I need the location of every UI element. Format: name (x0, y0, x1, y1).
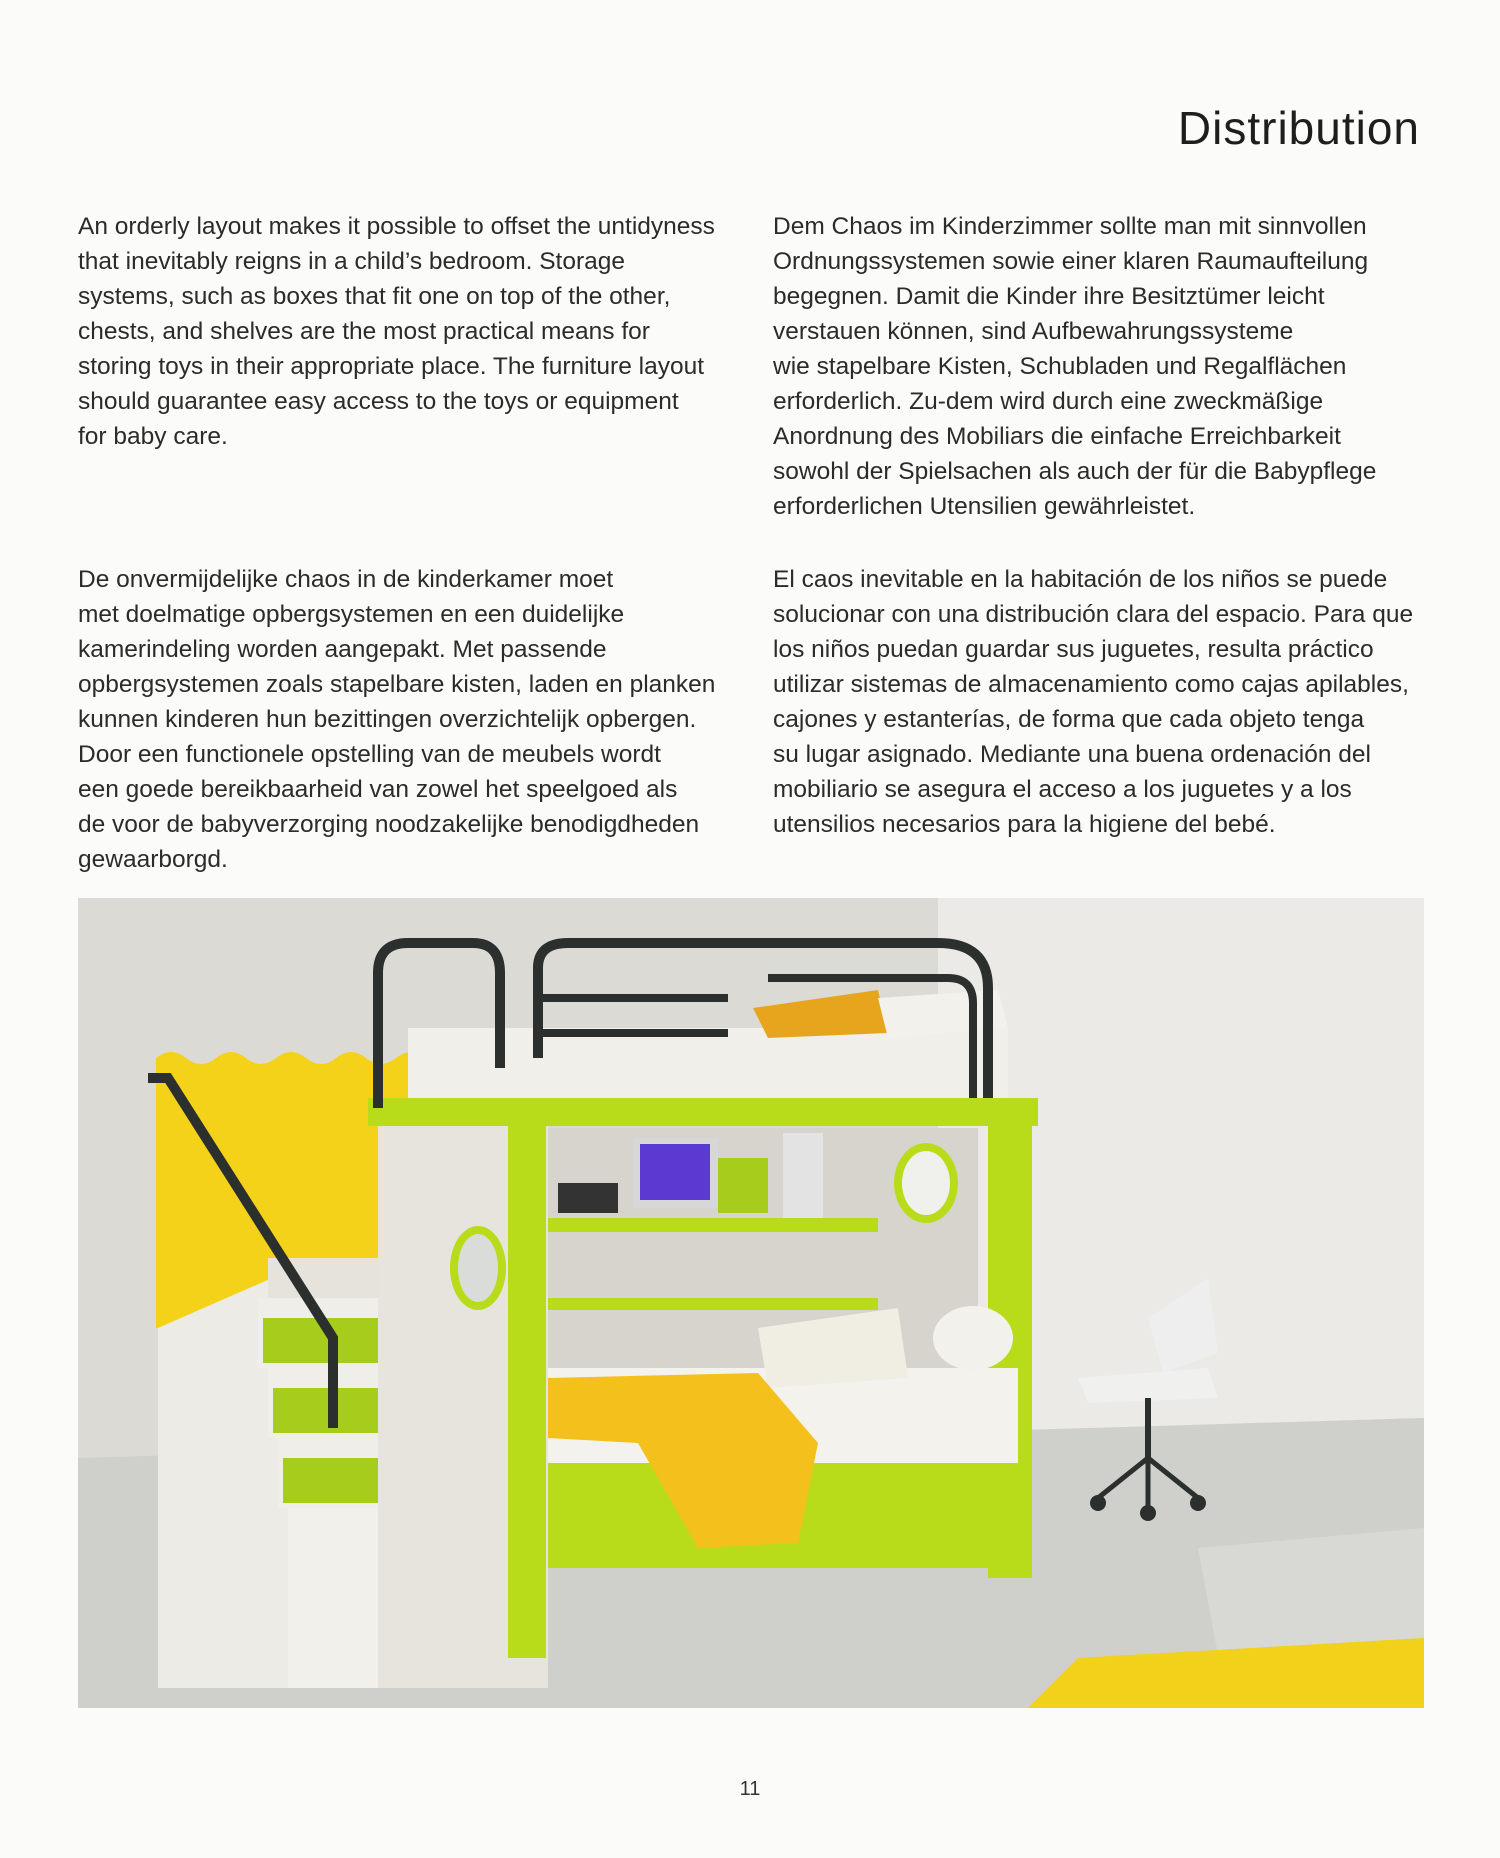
loft-post (508, 1098, 546, 1658)
shelf (548, 1298, 878, 1310)
monitor-screen (640, 1144, 710, 1200)
shelf (548, 1218, 878, 1232)
bolster (933, 1306, 1013, 1370)
page-title: Distribution (1177, 101, 1420, 154)
loft-beam (368, 1098, 1038, 1126)
paragraph-spanish: El caos inevitable en la habitación de los niños se puede solucionar con una distribución clara del espacio. Para que los niños puedan guardar sus juguetes, resulta práctico utilizar sistemas de almacenamiento como cajas apilables, cajones y estanterías, de forma que cada objeto tenga su lugar asignado. Mediante una buena ordenación del mobiliario se asegura el acceso a los juguetes y a los utensilios necesarios para la higiene del bebé. (773, 566, 1414, 838)
paragraph-dutch: De onvermijdelijke chaos in de kinderkamer moet met doelmatige opbergsystemen en een duidelijke kamerindeling worden aangepakt. Met passende opbergsystemen zoals stapelbare kisten, laden en planken kunnen kinderen hun bezittingen overzichtelijk opbergen. Door een functionele opstelling van de meubels wordt een goede bereikbaarheid van zowel het speelgoed als de voor de babyverzorging noodzakelijke benodigdheden gewaarborgd. (78, 566, 716, 873)
bunk-bed-photo (78, 898, 1424, 1708)
computer-tower (783, 1133, 823, 1218)
page-number: 11 (739, 1778, 761, 1800)
paragraph-german: Dem Chaos im Kinderzimmer sollte man mit sinnvollen Ordnungssystemen sowie einer klaren Raumaufteilung begegnen. Damit die Kinder ihre Besitztümer leicht verstauen können, sind Aufbewahrungssysteme wie stapelbare Kisten, Schubladen und Regalflächen erforderlich. Zu-dem wird durch eine zweckmäßige Anordnung des Mobiliars die einfache Erreichbarkeit sowohl der Spielsachen als auch der für die Babypflege erforderlichen Utensilien gewährleistet. (773, 213, 1377, 520)
paragraph-english: An orderly layout makes it possible to offset the untidyness that inevitably reigns in a child’s bedroom. Storage systems, such as boxes that fit one on top of the other, chests, and shelves are the most practical means for storing toys in their appropriate place. The furniture layout should guarantee easy access to the toys or equipment for baby care. (78, 213, 715, 450)
